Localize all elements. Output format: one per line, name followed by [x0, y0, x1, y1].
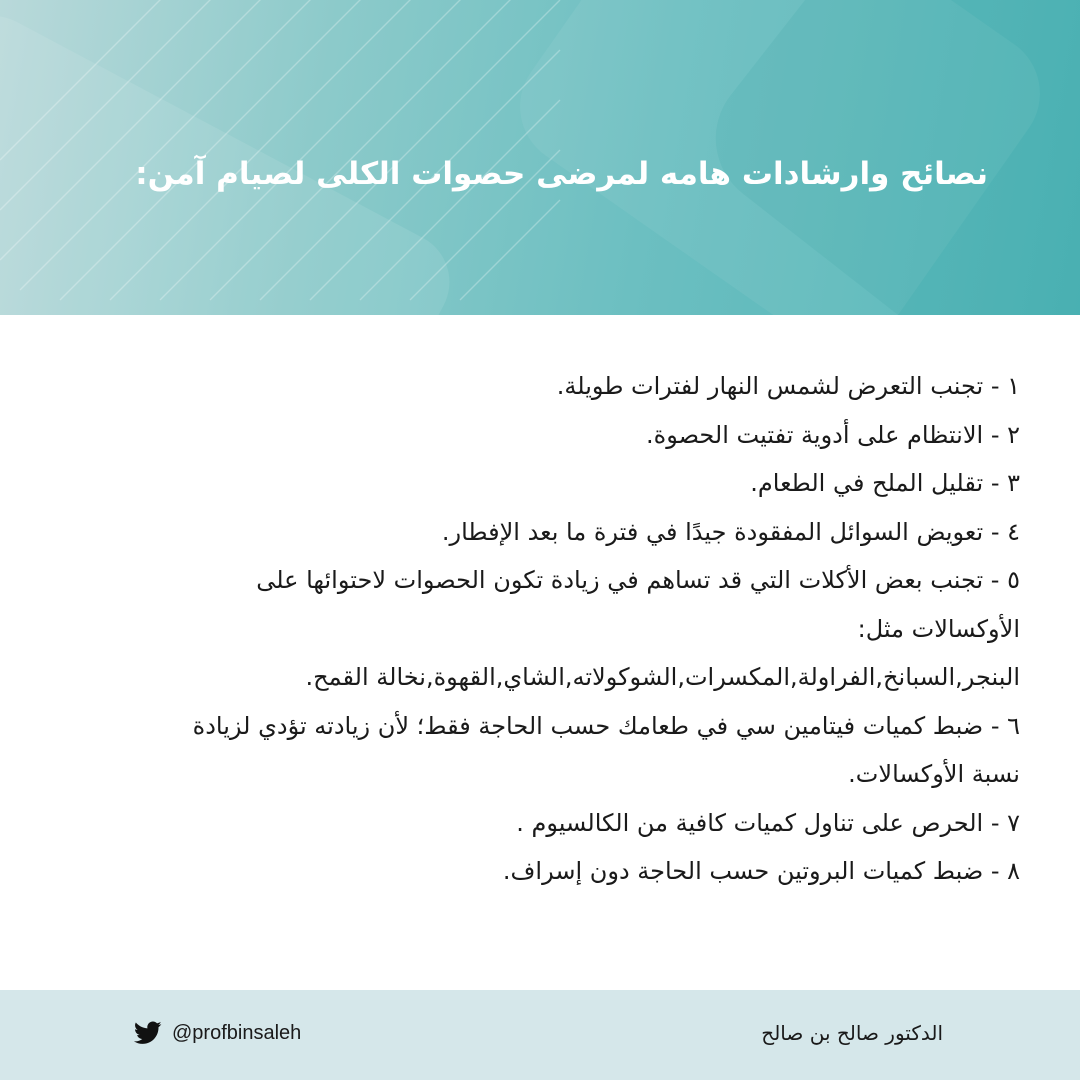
- tips-list: [58, 362, 1020, 896]
- tip-line: ٨ - ضبط كميات البروتين حسب الحاجة دون إسراف.: [502, 857, 1020, 885]
- tip-line: الأوكسالات مثل:: [857, 614, 1020, 643]
- twitter-handle: @profbinsaleh: [172, 1021, 302, 1044]
- tip-line: البنجر,السبانخ,الفراولة,المكسرات,الشوكولاته,الشاي,القهوة,نخالة القمح.: [305, 663, 1020, 691]
- page-title: نصائح وارشادات هامه لمرضى حصوات الكلى لصيام آمن:: [135, 156, 988, 192]
- header-banner: [0, 0, 1080, 315]
- footer-bar: [0, 990, 1080, 1080]
- tip-line: ١ - تجنب التعرض لشمس النهار لفترات طويلة.: [556, 372, 1020, 400]
- tip-line: نسبة الأوكسالات.: [848, 760, 1020, 788]
- twitter-link[interactable]: [134, 1016, 301, 1050]
- tip-line: ٣ - تقليل الملح في الطعام.: [750, 469, 1020, 497]
- tip-line: ٢ - الانتظام على أدوية تفتيت الحصوة.: [646, 420, 1020, 449]
- tip-line: ٥ - تجنب بعض الأكلات التي قد تساهم في زيادة تكون الحصوات لاحتوائها على: [256, 566, 1020, 594]
- tip-line: ٧ - الحرص على تناول كميات كافية من الكالسيوم .: [516, 808, 1020, 837]
- tip-line: ٦ - ضبط كميات فيتامين سي في طعامك حسب الحاجة فقط؛ لأن زيادته تؤدي لزيادة: [192, 711, 1020, 740]
- tip-line: ٤ - تعويض السوائل المفقودة جيدًا في فترة ما بعد الإفطار.: [441, 517, 1020, 546]
- author-name: الدكتور صالح بن صالح: [761, 1021, 943, 1045]
- twitter-bird-icon: [134, 1021, 162, 1045]
